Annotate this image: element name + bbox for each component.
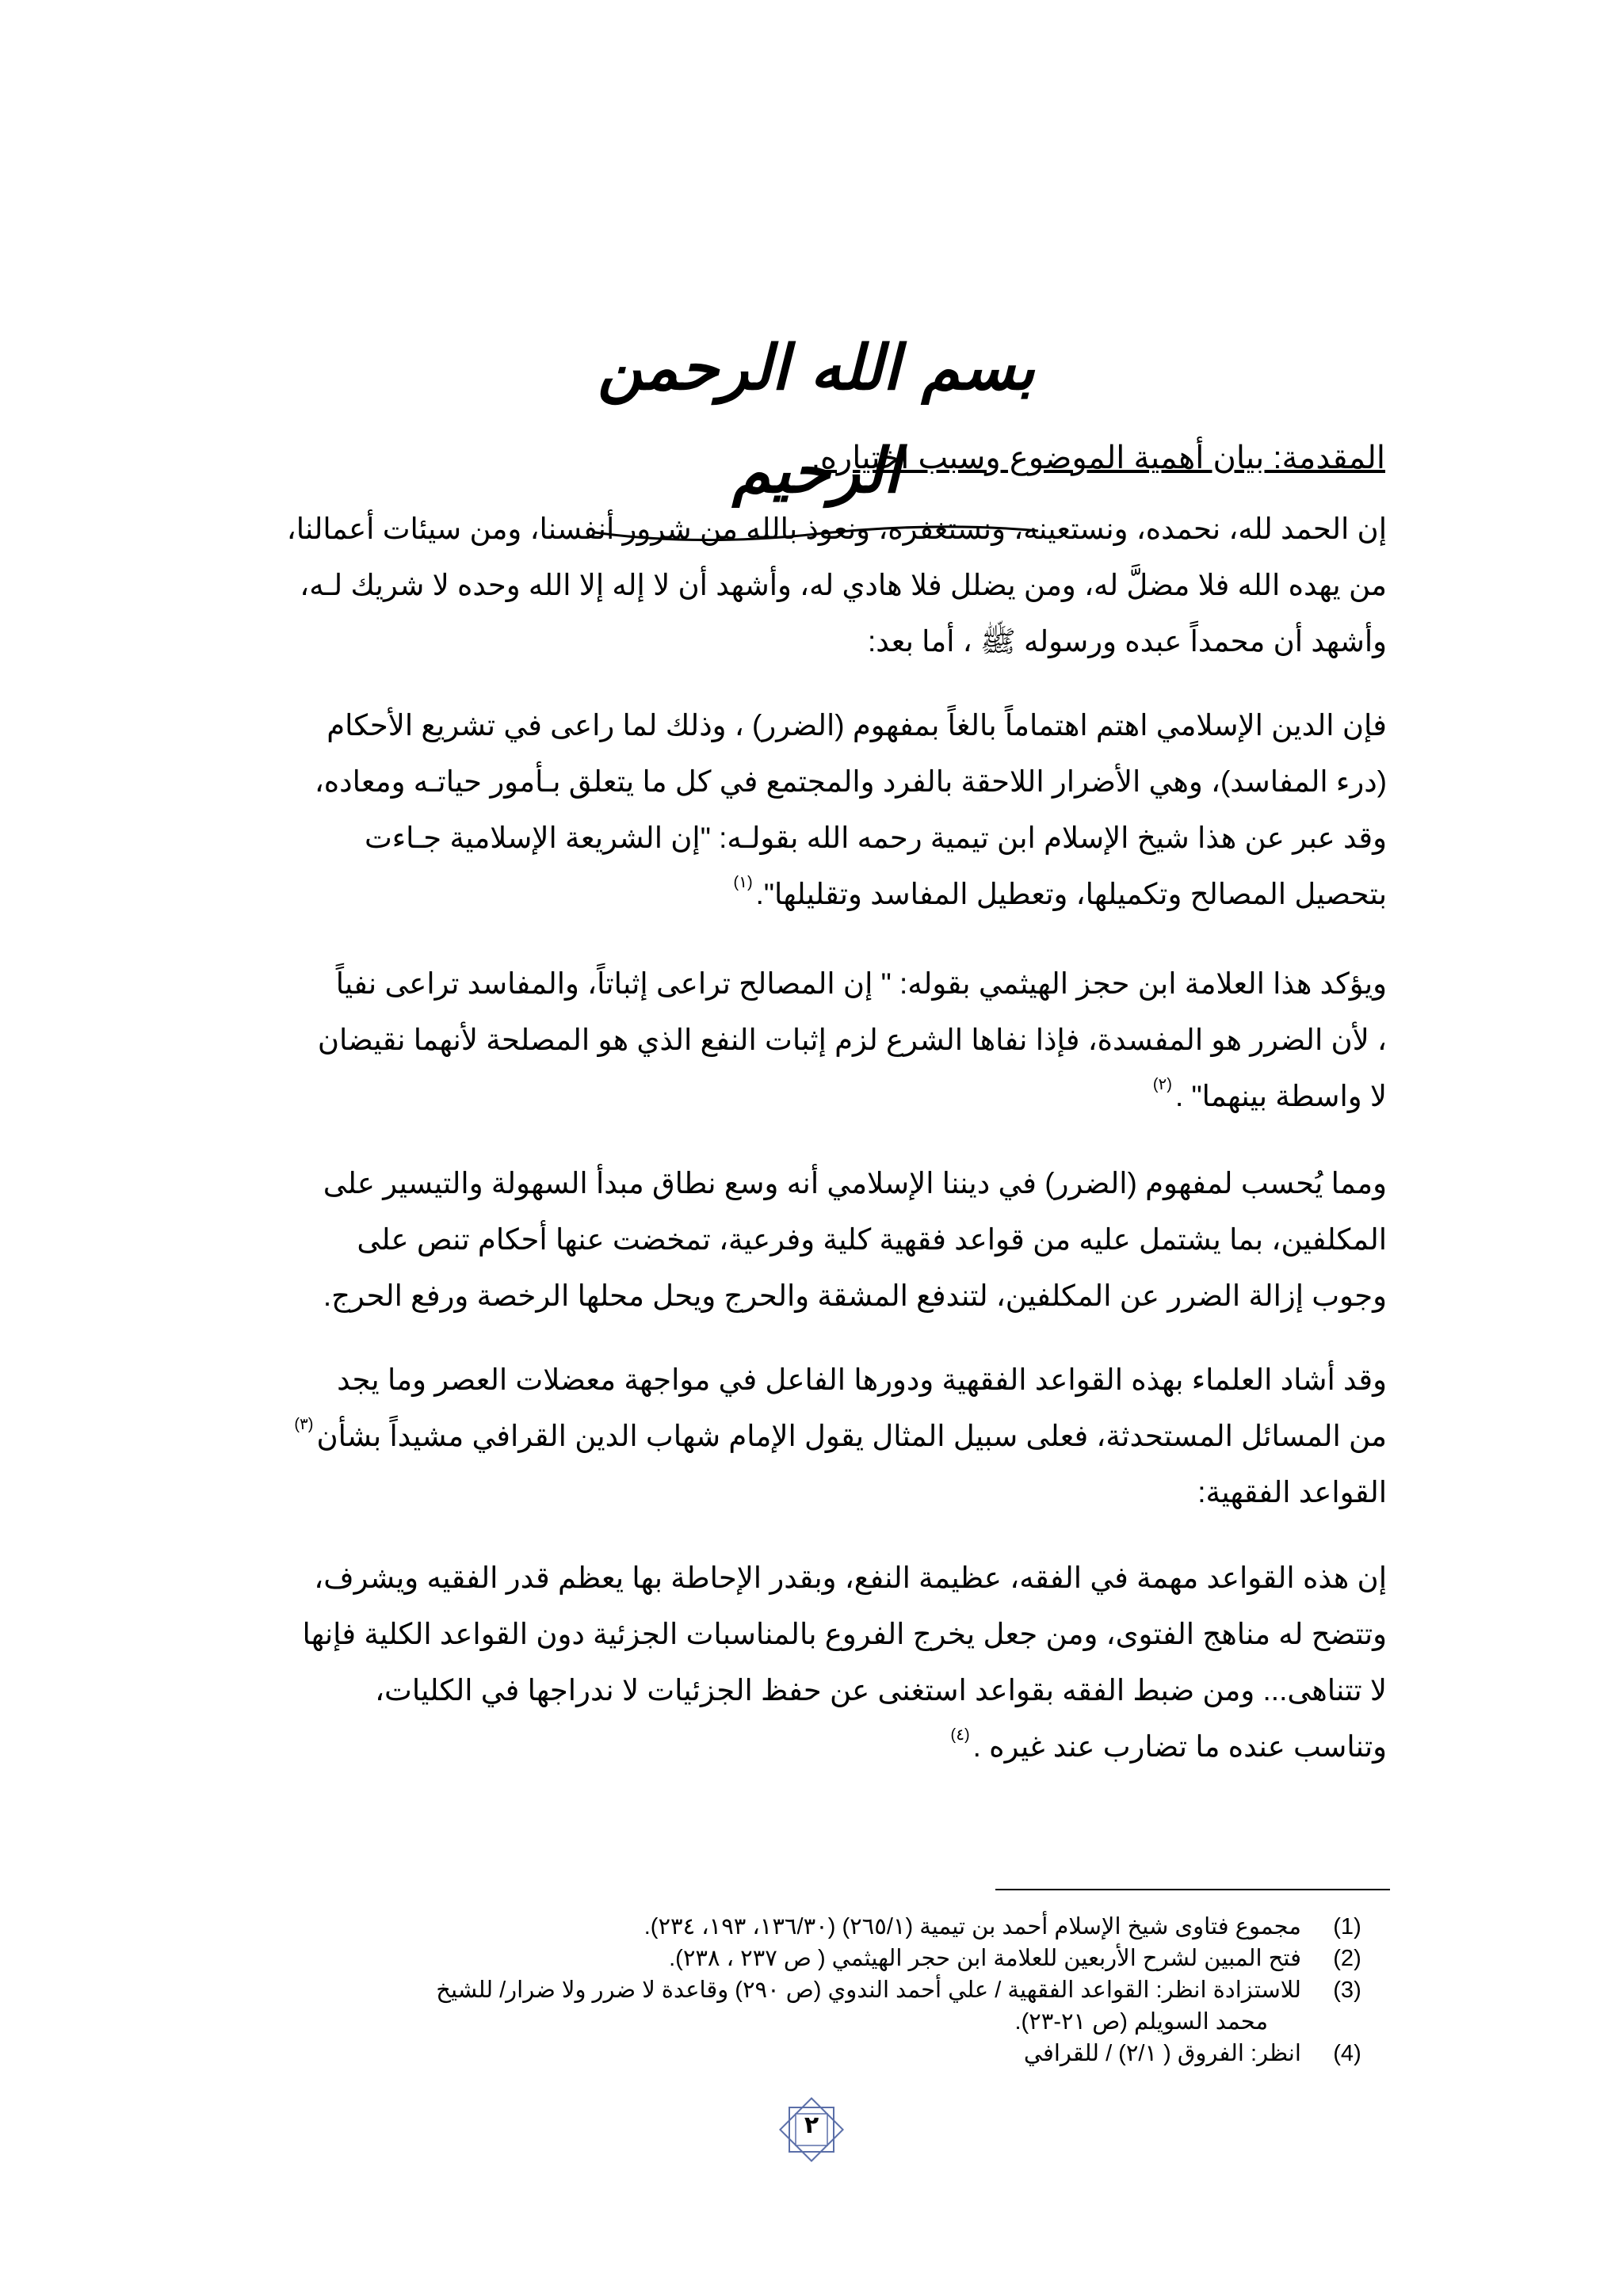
basmala-calligraphy — [579, 317, 1054, 507]
paragraph-4 — [246, 1155, 1387, 1324]
paragraph-line: لا تتناهى... ومن ضبط الفقه بقواعد استغنى عن حفظ الجزئيات لا ندراجها في الكليات، — [375, 1674, 1387, 1707]
paragraph-line-text: من المسائل المستحدثة، فعلى سبيل المثال يقول الإمام شهاب الدين القرافي مشيداً بشأن — [316, 1420, 1387, 1452]
footnote-item — [238, 2038, 1387, 2069]
footnote-marker: (١) — [733, 874, 753, 891]
paragraph-line: وقد أشاد العلماء بهذه القواعد الفقهية ودورها الفاعل في مواجهة معضلات العصر وما يجد — [337, 1363, 1387, 1396]
paragraph-line: من يهده الله فلا مضلَّ له، ومن يضلل فلا هادي له، وأشهد أن لا إله إلا الله وحده لا شريك لـه، — [300, 569, 1387, 601]
paragraph-line: ومما يُحسب لمفهوم (الضرر) في ديننا الإسلامي أنه وسع نطاق مبدأ السهولة والتيسير على — [323, 1167, 1387, 1199]
paragraph-line: فإن الدين الإسلامي اهتم اهتماماً بالغاً بمفهوم (الضرر) ، وذلك لما راعى في تشريع الأحكام — [327, 709, 1387, 742]
paragraph-line — [246, 1718, 1387, 1775]
page-number: ٢ — [804, 2111, 819, 2139]
paragraph-line: وجوب إزالة الضرر عن المكلفين، لتندفع المشقة والحرج ويحل محلها الرخصة ورفع الحرج. — [323, 1280, 1387, 1312]
footnote-number: (2) — [1333, 1946, 1361, 1971]
paragraph-line: القواعد الفقهية: — [1197, 1476, 1387, 1508]
paragraph-line: ، لأن الضرر هو المفسدة، فإذا نفاها الشرع لزم إثبات النفع الذي هو المصلحة لأنهما نقيضان — [317, 1024, 1387, 1056]
paragraph-6 — [246, 1550, 1387, 1775]
footnote-text: مجموع فتاوى شيخ الإسلام أحمد بن تيمية (٢٦٥/١) (١٣٦/٣٠، ١٩٣، ٢٣٤). — [643, 1914, 1301, 1939]
footnote-marker: (٢) — [1152, 1076, 1172, 1093]
footnotes — [238, 1911, 1387, 2069]
footnote-marker: (٣) — [294, 1416, 314, 1433]
paragraph-line: المكلفين، بما يشتمل عليه من قواعد فقهية كلية وفرعية، تمخضت عنها أحكام تنص على — [357, 1223, 1387, 1256]
paragraph-line: وقد عبر عن هذا شيخ الإسلام ابن تيمية رحمه الله بقولـه: "إن الشريعة الإسلامية جـاءت — [364, 822, 1387, 854]
paragraph-line: وتتضح له مناهج الفتوى، ومن جعل يخرج الفروع بالمناسبات الجزئية دون القواعد الكلية فإنها — [302, 1618, 1387, 1650]
paragraph-5 — [246, 1352, 1387, 1520]
footnote-separator — [995, 1889, 1390, 1890]
footnote-item — [238, 1974, 1387, 2006]
paragraph-line — [246, 1408, 1387, 1464]
paragraph-line-text: وتناسب عنده ما تضارب عند غيره . — [972, 1730, 1387, 1763]
footnote-number: (1) — [1333, 1914, 1361, 1939]
footnote-number: (3) — [1333, 1978, 1361, 2003]
footnote-item — [238, 1943, 1387, 1974]
paragraph-line: إن الحمد لله، نحمده، ونستعينه، ونستغفره، ونعوذ بالله من شرور أنفسنا، ومن سيئات أعمالنا، — [286, 513, 1387, 545]
footnote-marker: (٤) — [950, 1726, 970, 1744]
footnote-number: (4) — [1333, 2041, 1361, 2066]
paragraph-3 — [246, 955, 1387, 1124]
basmala-text: بسم الله الرحمن الرحيم — [598, 332, 1035, 507]
footnote-text: انظر: الفروق ( ٢/١) / للقرافي — [1023, 2041, 1301, 2066]
footnote-text: فتح المبين لشرح الأربعين للعلامة ابن حجر الهيثمي ( ص ٢٣٧ ، ٢٣٨). — [669, 1946, 1301, 1971]
paragraph-line — [246, 866, 1387, 922]
paragraph-line: ويؤكد هذا العلامة ابن حجز الهيثمي بقوله: " إن المصالح تراعى إثباتاً، والمفاسد تراعى نفياً — [335, 967, 1387, 1000]
paragraph-line-text: لا واسطة بينهما" . — [1174, 1080, 1387, 1112]
paragraph-2 — [246, 697, 1387, 922]
section-heading: المقدمة: بيان أهمية الموضوع وسبب اختياره. — [811, 441, 1385, 475]
paragraph-line: إن هذه القواعد مهمة في الفقه، عظيمة النفع، وبقدر الإحاطة بها يعظم قدر الفقيه ويشرف، — [314, 1562, 1387, 1594]
paragraph-line-text: بتحصيل المصالح وتكميلها، وتعطيل المفاسد وتقليلها". — [755, 878, 1387, 910]
footnote-text: للاستزادة انظر: القواعد الفقهية / علي أحمد الندوي (ص ٢٩٠) وقاعدة لا ضرر ولا ضرار/ للشيخ — [436, 1978, 1301, 2003]
paragraph-line: (درء المفاسد)، وهي الأضرار اللاحقة بالفرد والمجتمع في كل ما يتعلق بـأمور حياتـه ومعاده، — [314, 765, 1387, 798]
paragraph-1 — [246, 501, 1387, 669]
paragraph-line — [246, 1068, 1387, 1124]
footnote-item — [238, 1911, 1387, 1943]
paragraph-line: وأشهد أن محمداً عبده ورسوله ﷺ ، أما بعد: — [868, 625, 1387, 658]
footnote-continuation: محمد السويلم (ص ٢١-٢٣). — [1014, 2009, 1268, 2035]
